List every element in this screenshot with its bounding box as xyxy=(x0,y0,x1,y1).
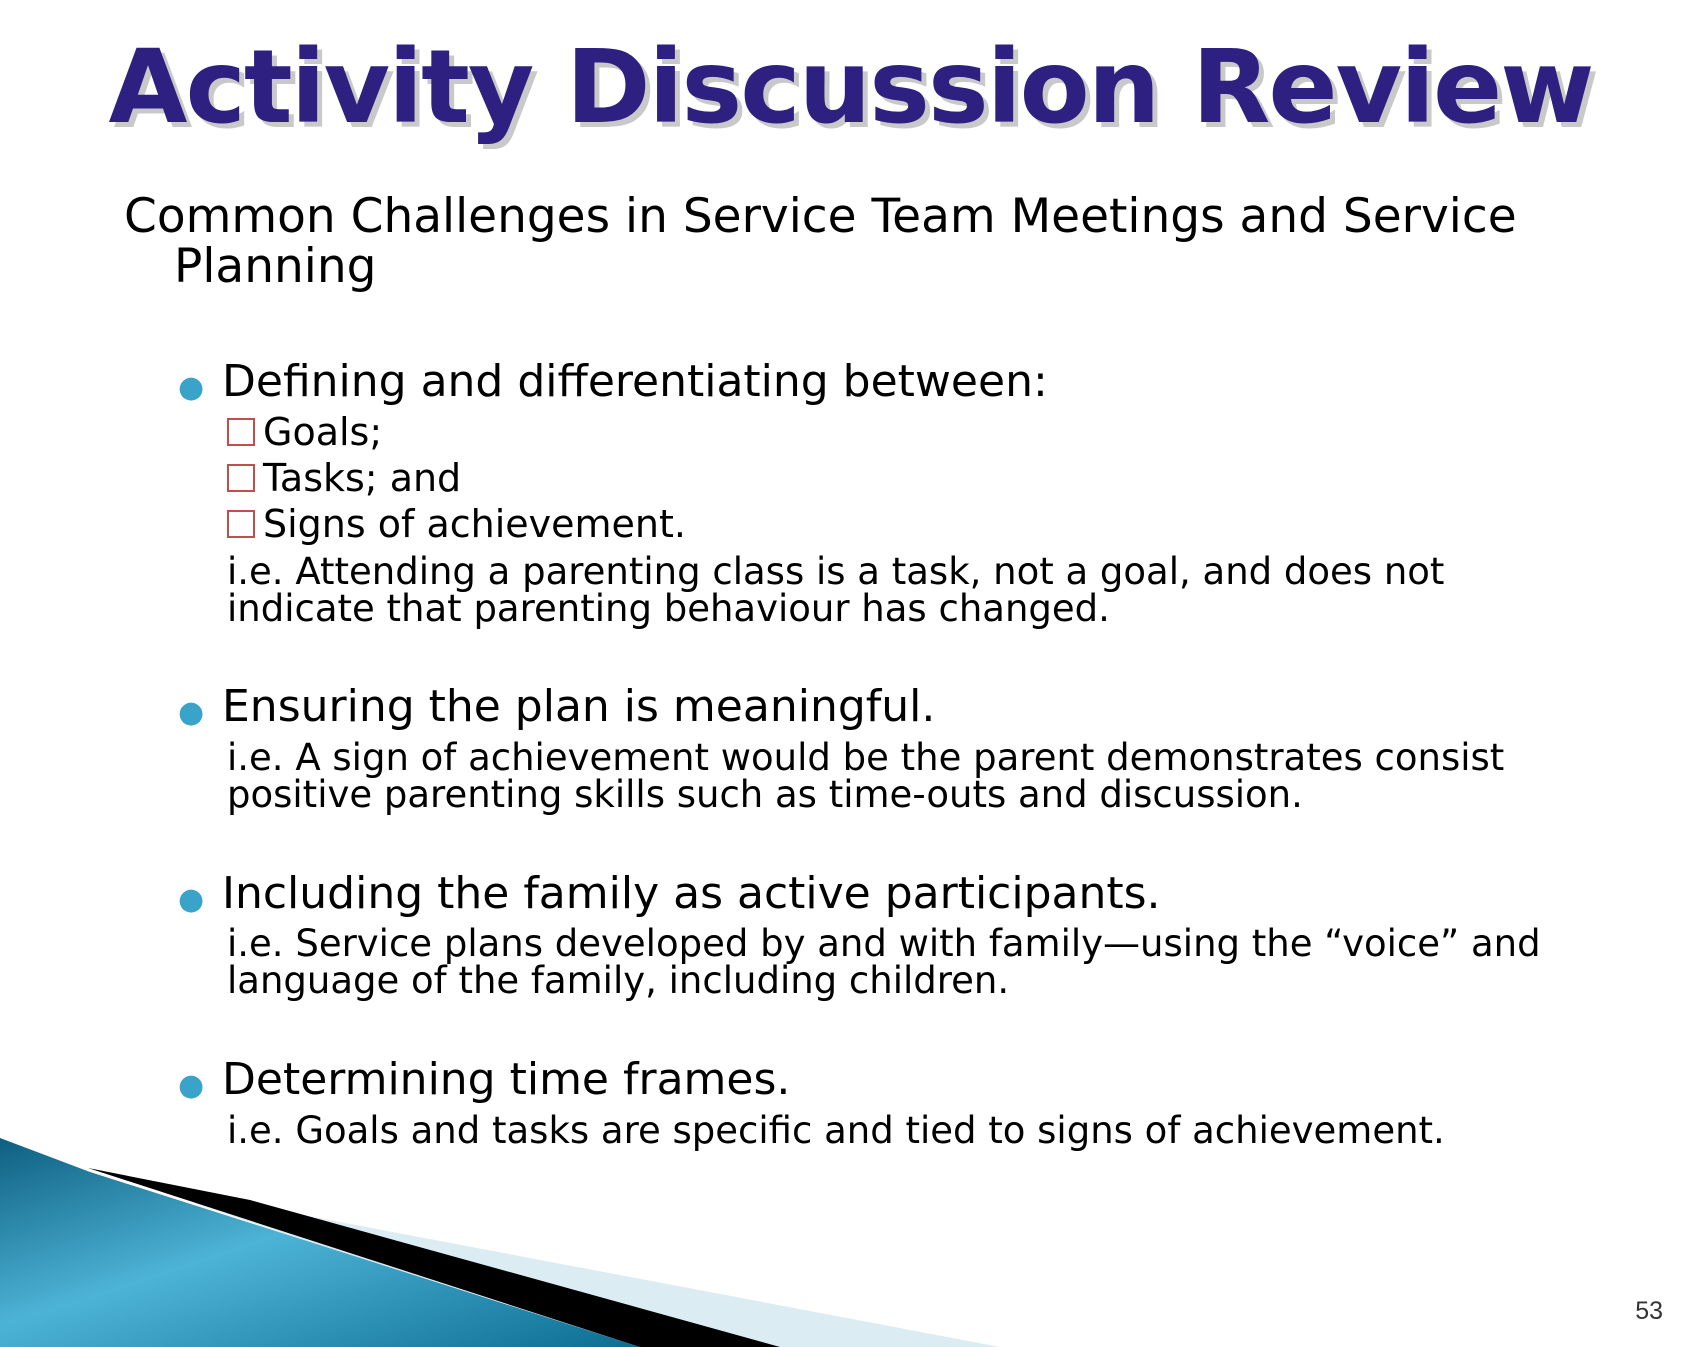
bullet-example: i.e. Goals and tasks are specific and tied to signs of achievement. xyxy=(227,1109,1445,1152)
bullet-example: i.e. A sign of achievement would be the parent demonstrates consist positive parenting skills such as time-outs and discussion. xyxy=(227,736,1505,816)
sub-item xyxy=(227,502,686,546)
checkbox-icon xyxy=(227,418,255,446)
bullet-text: Including the family as active participants. xyxy=(222,868,1161,919)
sub-item-label: Signs of achievement. xyxy=(263,502,686,546)
bullet-dot-icon: ● xyxy=(178,1068,205,1103)
checkbox-icon xyxy=(227,464,255,492)
bullet-example: i.e. Attending a parenting class is a task, not a goal, and does not indicate that parenting behaviour has changed. xyxy=(227,550,1445,630)
bullet-dot-icon: ● xyxy=(178,882,205,917)
sub-item-label: Goals; xyxy=(263,410,383,454)
subtitle-line-2: Planning xyxy=(174,239,377,294)
checkbox-icon xyxy=(227,510,255,538)
slide-subtitle xyxy=(124,189,1604,294)
sub-item xyxy=(227,410,382,454)
subtitle-line-1: Common Challenges in Service Team Meetings and Service xyxy=(124,189,1517,244)
bullet-text: Defining and differentiating between: xyxy=(222,356,1048,407)
slide-title: Activity Discussion Review xyxy=(108,28,1593,147)
page-number: 53 xyxy=(1635,1297,1663,1325)
bullet-text: Ensuring the plan is meaningful. xyxy=(222,681,936,732)
bullet-text: Determining time frames. xyxy=(222,1054,791,1105)
sub-item-label: Tasks; and xyxy=(263,456,462,500)
bullet-dot-icon: ● xyxy=(178,370,205,405)
sub-item xyxy=(227,456,461,500)
bullet-dot-icon: ● xyxy=(178,695,205,730)
bullet-example: i.e. Service plans developed by and with family—using the “voice” and language of the family, including children. xyxy=(227,922,1541,1002)
